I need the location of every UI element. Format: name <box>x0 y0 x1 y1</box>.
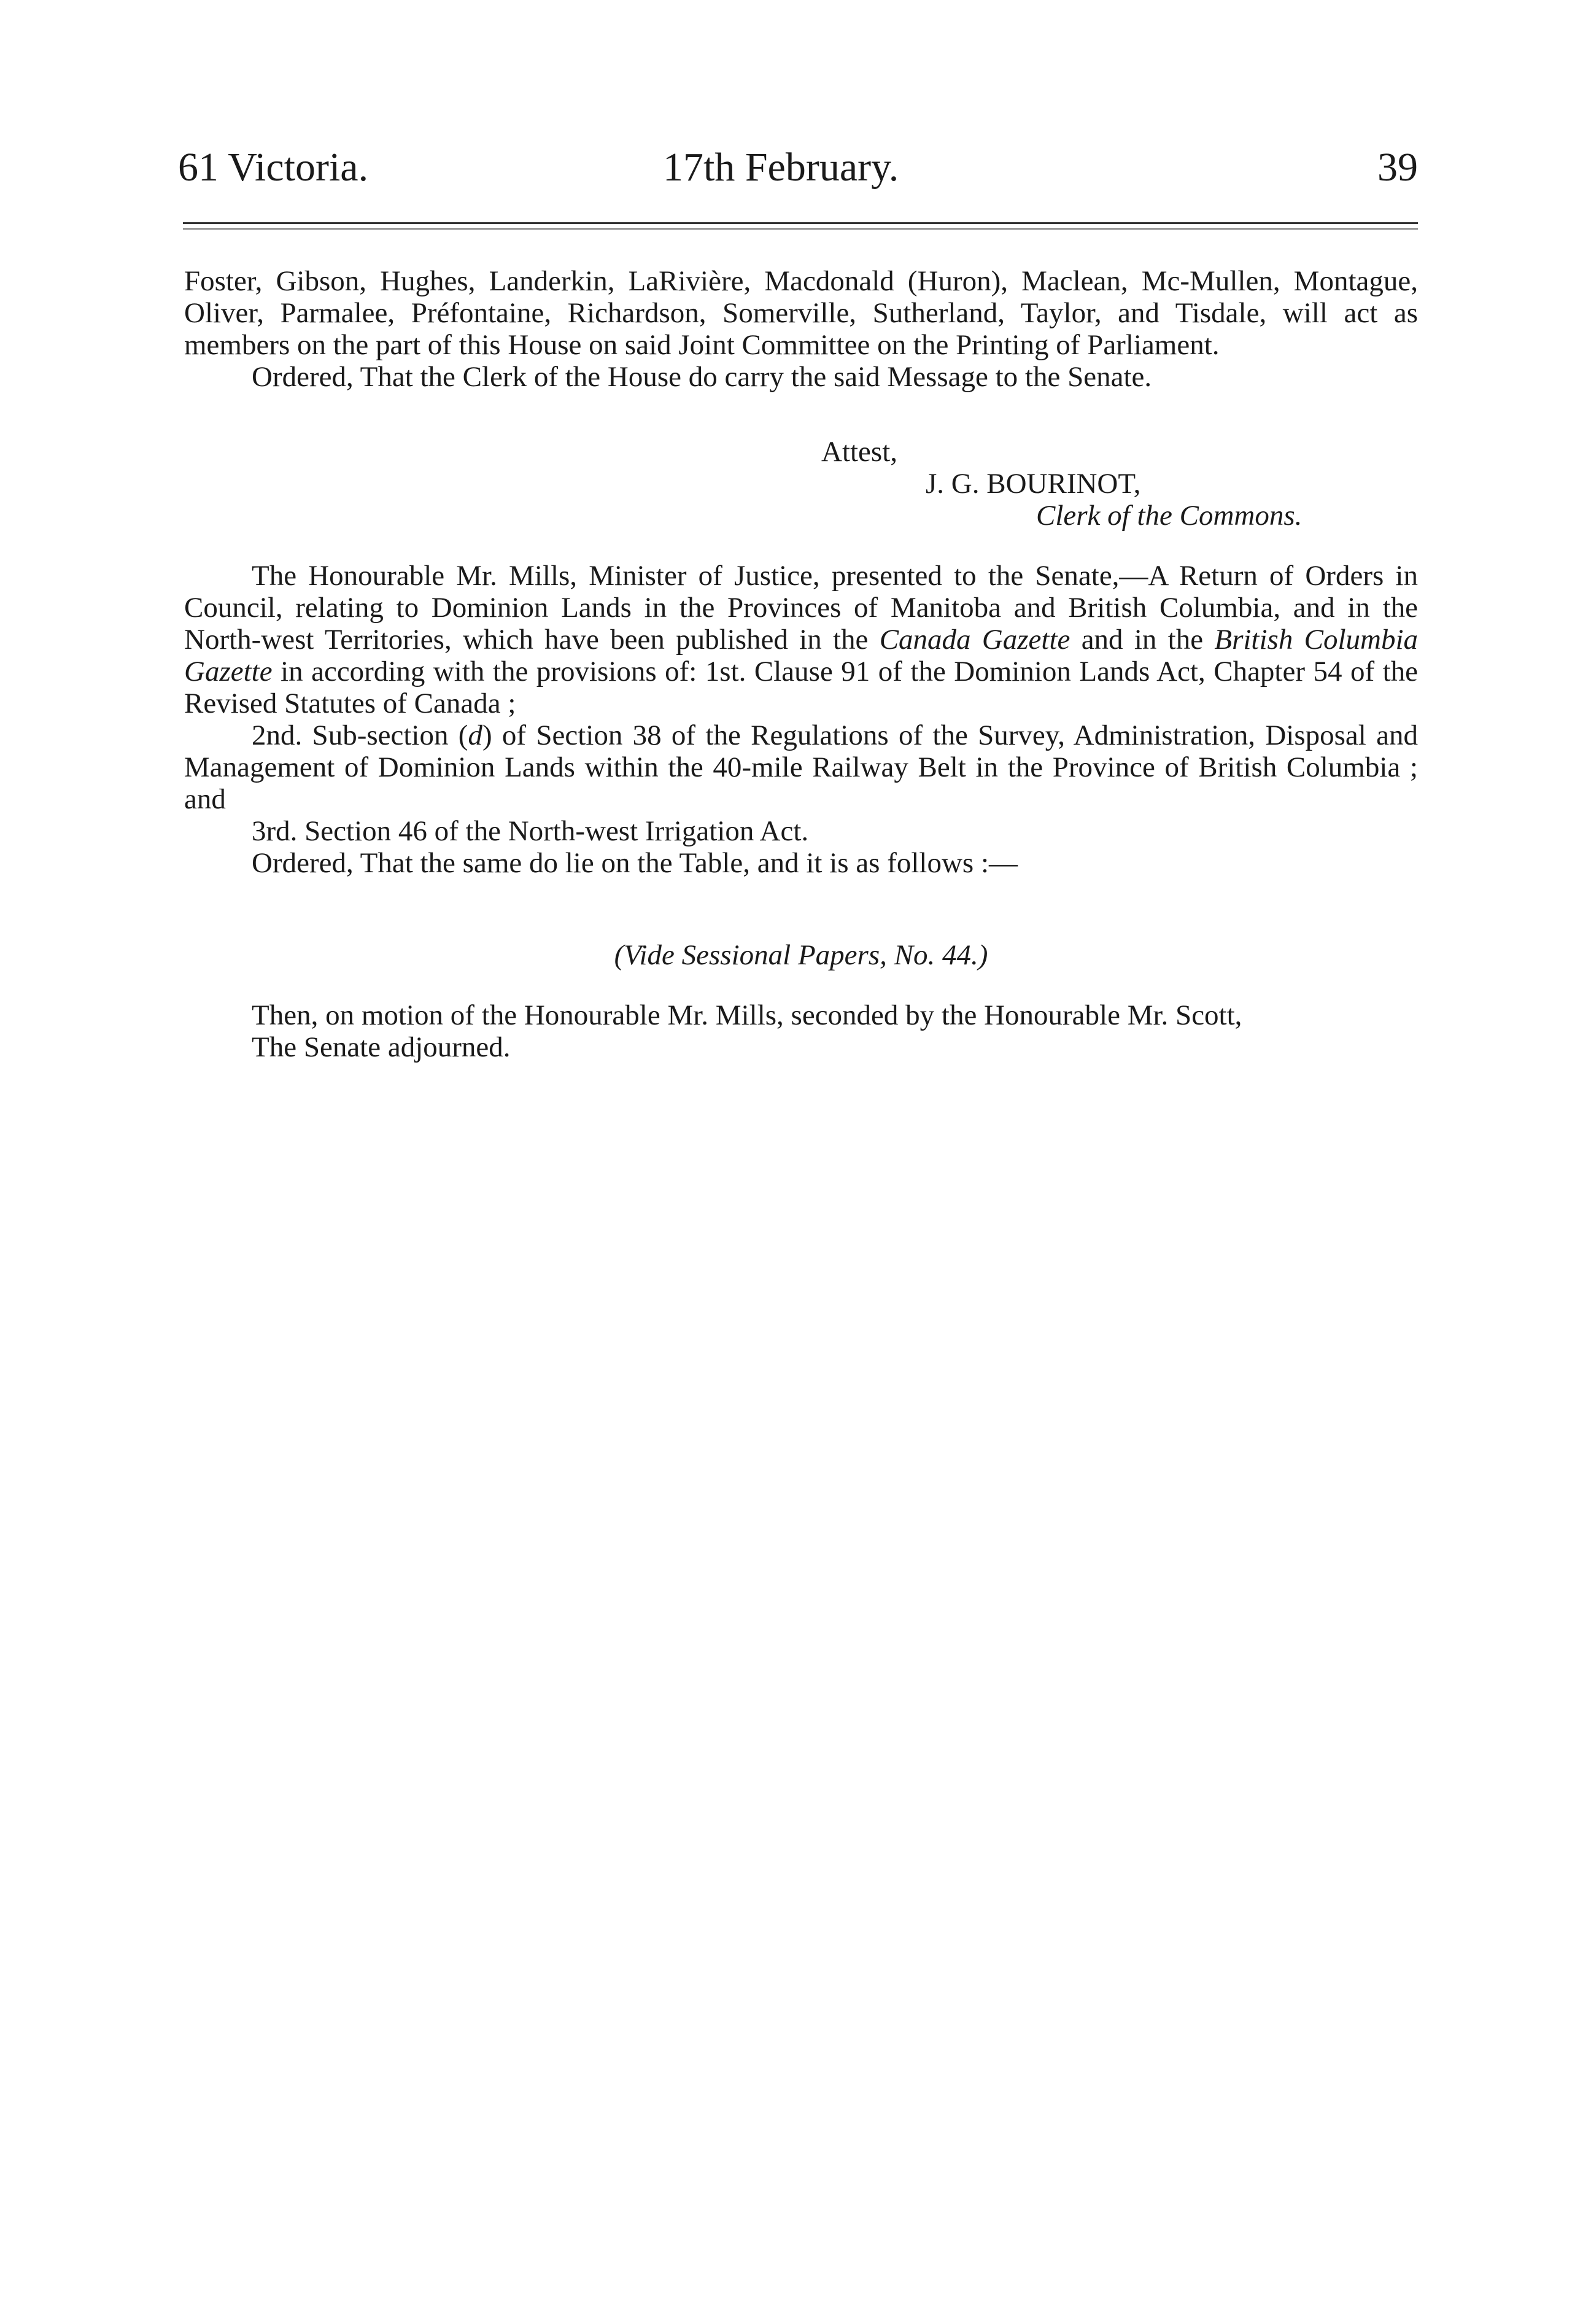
canada-gazette: Canada Gazette <box>879 624 1070 656</box>
attest-label: Attest, <box>821 436 898 468</box>
signature-name: J. G. BOURINOT, <box>926 468 1141 500</box>
ordered-message-paragraph: Ordered, That the Clerk of the House do carry the said Message to the Senate. <box>252 361 1152 393</box>
signature-title: Clerk of the Commons. <box>1036 500 1303 532</box>
body-block-2 <box>184 560 1418 879</box>
subsection-letter: d <box>468 719 482 751</box>
body-block-3 <box>184 999 1418 1063</box>
page-header <box>178 140 1418 195</box>
return-paragraph <box>184 560 1418 719</box>
header-date: 17th February. <box>663 145 899 190</box>
irrigation-paragraph: 3rd. Section 46 of the North-west Irrigation Act. <box>252 815 809 847</box>
return-text-c: in according with the provisions of: 1st. Clause 91 of the Dominion Lands Act, Chapter 54 of the Revised Statutes of Canada ; <box>184 656 1418 719</box>
body-block-1 <box>184 265 1418 393</box>
vide-reference: (Vide Sessional Papers, No. 44.) <box>614 939 988 971</box>
return-text-b: and in the <box>1081 624 1204 656</box>
subsection-text-a: 2nd. Sub-section ( <box>252 719 468 751</box>
subsection-text-b: ) of Section 38 of the Regulations of the Survey, Administration, Disposal and Management of Dominion Lands within the 40-mile Railway Belt in the Province of British Columbia ; and <box>184 719 1418 815</box>
return-text-a: The Honourable Mr. Mills, Minister of Justice, presented to the Senate,—A Return of Orders in Council, relating to Dominion Lands in the Provinces of Manitoba and British Columbia, and in the North-west Territories, which have been published in the <box>184 560 1418 656</box>
header-rule <box>183 222 1418 224</box>
subsection-paragraph <box>184 719 1418 815</box>
ordered-table-paragraph: Ordered, That the same do lie on the Table, and it is as follows :— <box>252 847 1018 879</box>
page-number: 39 <box>1377 145 1418 190</box>
bc-gazette: British Columbia Gazette <box>184 624 1419 688</box>
header-session: 61 Victoria. <box>178 145 369 190</box>
header-rule-secondary <box>183 228 1418 230</box>
committee-members-paragraph: Foster, Gibson, Hughes, Landerkin, LaRivière, Macdonald (Huron), Maclean, Mc-Mullen, Montague, Oliver, Parmalee, Préfontaine, Richardson, Somerville, Sutherland, Taylor, and Tisdale, will act as members on the part of this House on said Joint Committee on the Printing of Parliament. <box>184 265 1418 361</box>
adjourned-paragraph: The Senate adjourned. <box>252 1031 511 1063</box>
motion-paragraph: Then, on motion of the Honourable Mr. Mills, seconded by the Honourable Mr. Scott, <box>252 999 1242 1031</box>
